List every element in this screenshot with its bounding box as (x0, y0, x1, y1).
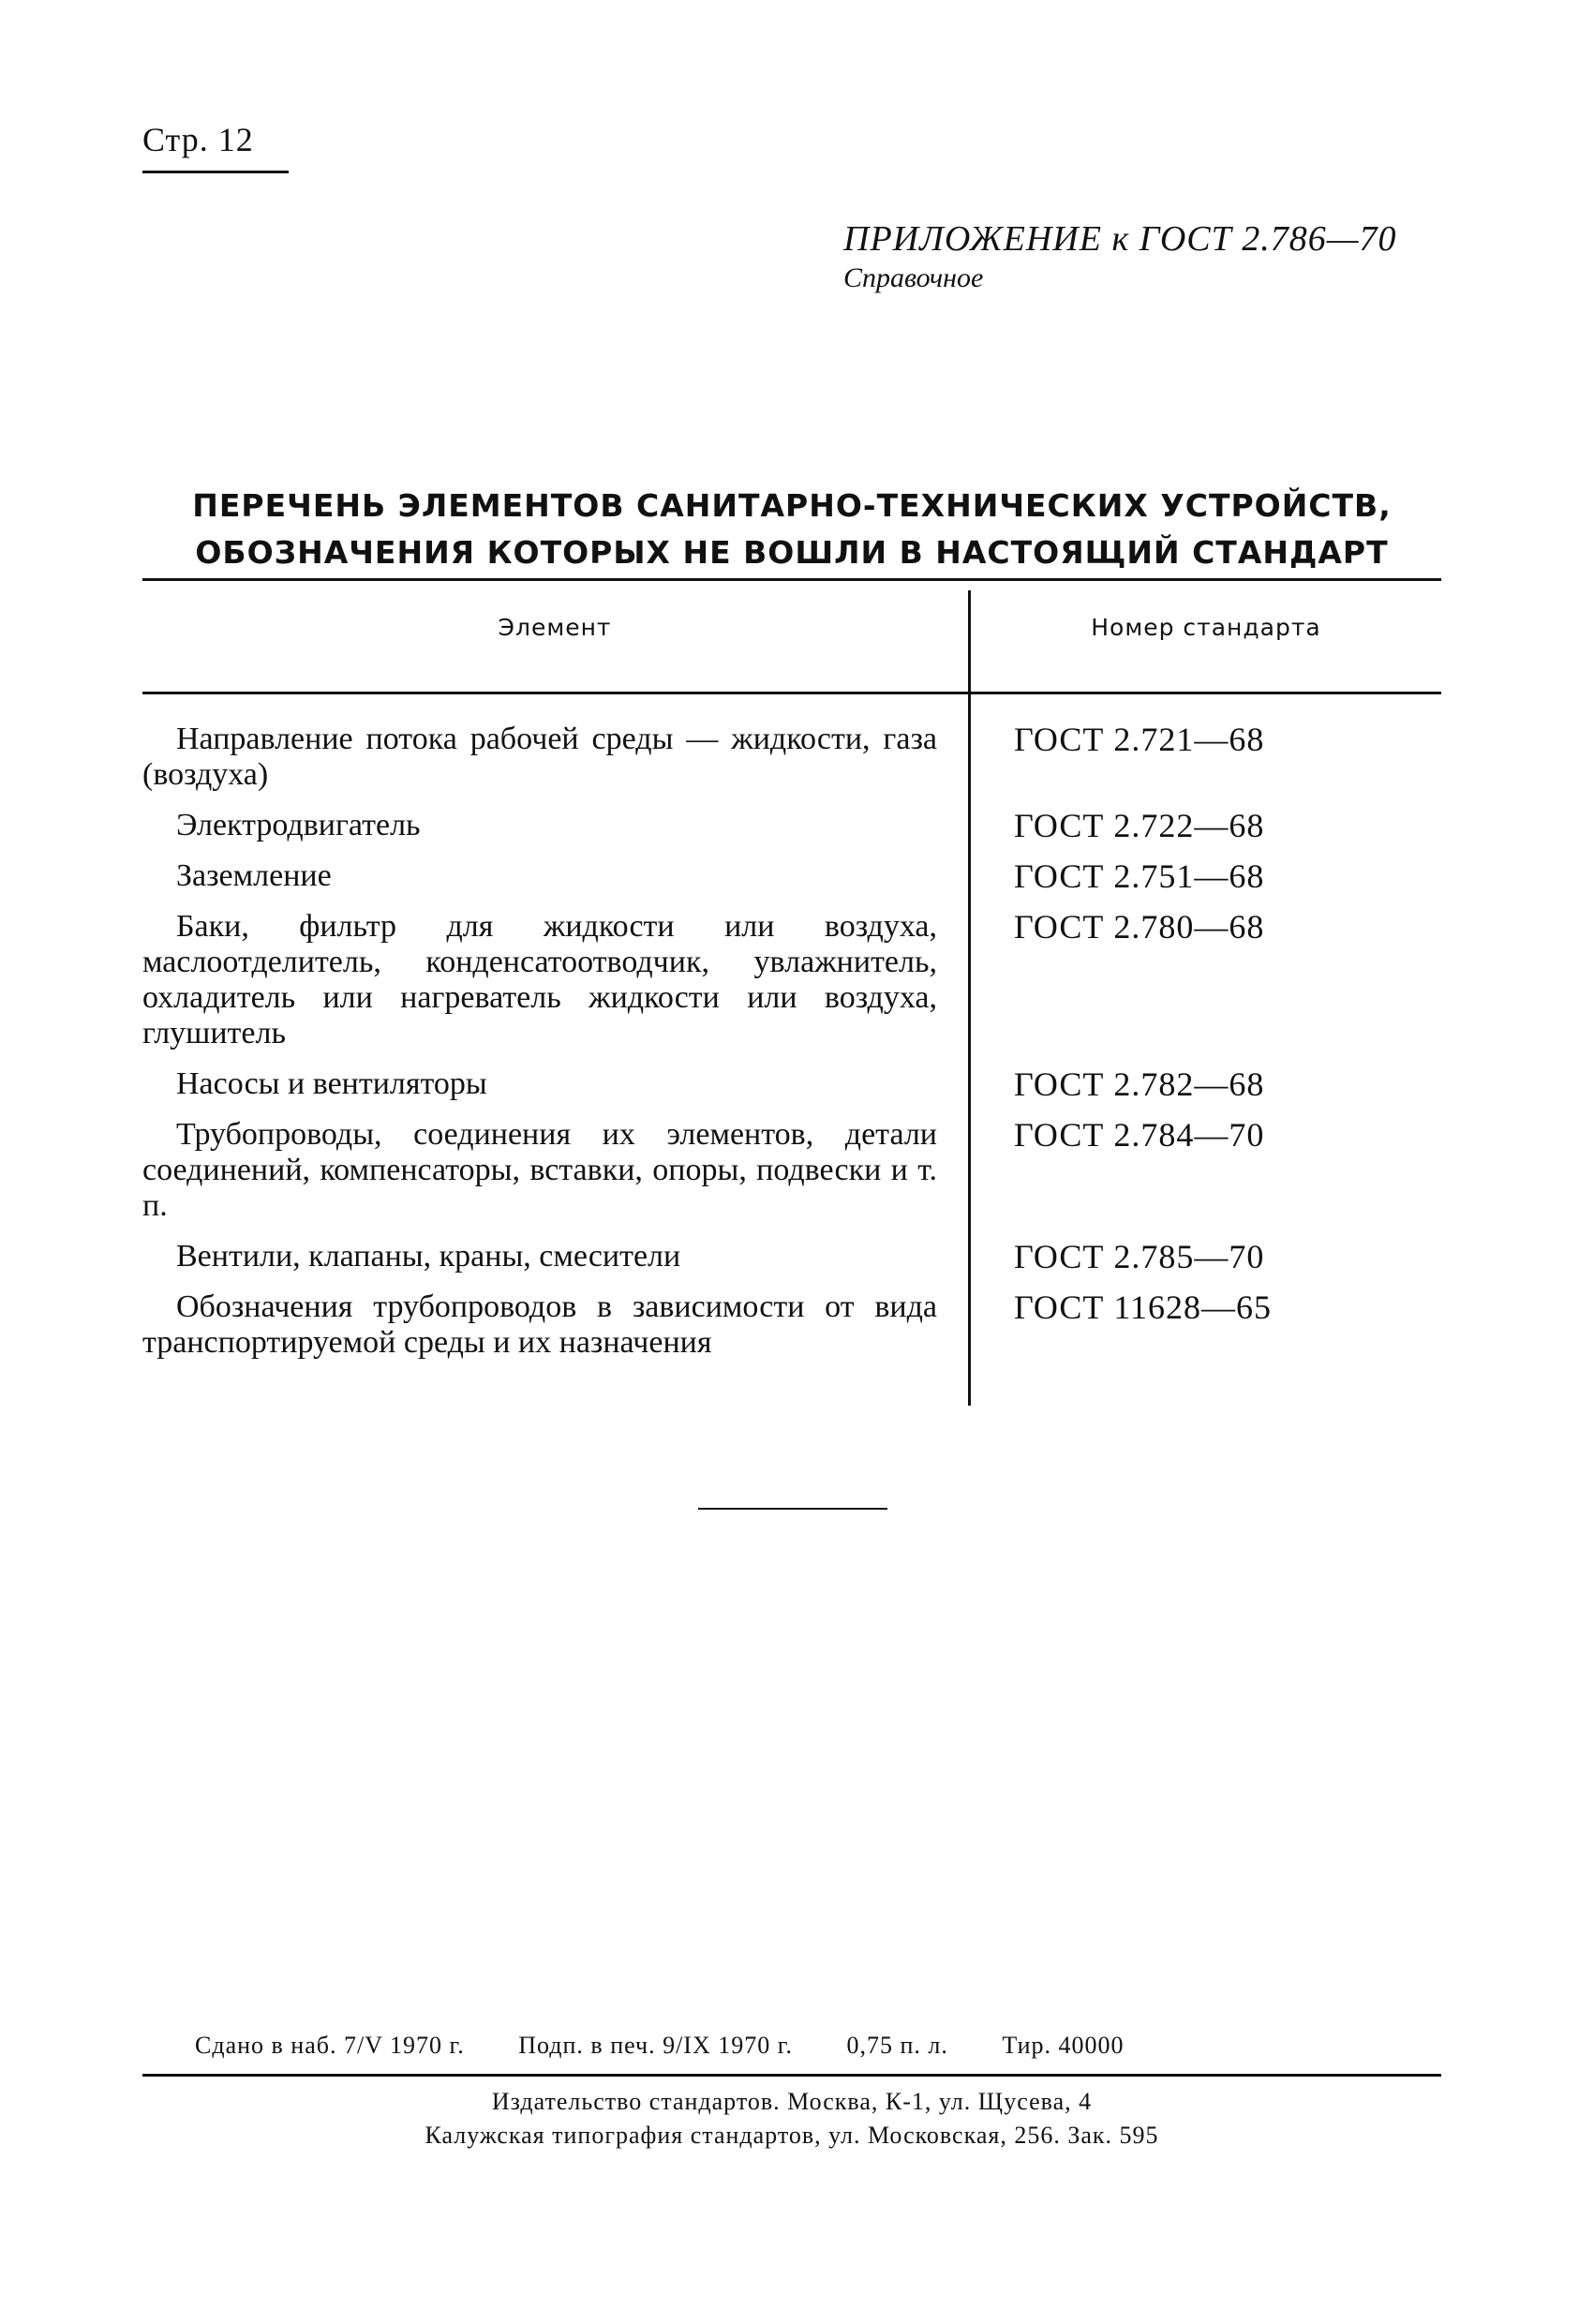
appendix-subtitle: Справочное (843, 262, 984, 293)
element-cell: Насосы и вентиляторы (176, 1066, 487, 1101)
column-header-standard: Номер стандарта (1091, 614, 1321, 641)
imprint-sheets: 0,75 п. л. (846, 2032, 948, 2059)
element-cell: Баки, фильтр для жидкости или воздуха, маслоотделитель, конденсатоотводчик, увлажнитель, охладитель или нагреватель жидкости или воздуха, глушитель (142, 909, 937, 1050)
table-row (142, 909, 1441, 1051)
table-top-rule (142, 578, 1441, 581)
column-header-element: Элемент (498, 614, 612, 641)
document-title (141, 483, 1443, 576)
element-cell: Направление потока рабочей среды — жидкости, газа (воздуха) (142, 722, 937, 792)
table-row (142, 722, 1441, 793)
imprint-signed: Подп. в печ. 9/IX 1970 г. (518, 2032, 793, 2059)
table-row (142, 1289, 1441, 1361)
table-row (142, 1066, 1441, 1102)
standard-cell: ГОСТ 2.784—70 (1014, 1116, 1265, 1154)
standard-cell: ГОСТ 11628—65 (1014, 1289, 1273, 1326)
standard-cell: ГОСТ 2.780—68 (1014, 908, 1265, 946)
imprint-submitted: Сдано в наб. 7/V 1970 г. (195, 2032, 465, 2059)
imprint-line (195, 2032, 1125, 2060)
page-number: Стр. 12 (142, 121, 254, 158)
imprint-rule (142, 2074, 1441, 2077)
table-header-rule (142, 692, 1441, 694)
appendix-label (843, 217, 1397, 296)
document-title-line-2: ОБОЗНАЧЕНИЯ КОТОРЫХ НЕ ВОШЛИ В НАСТОЯЩИЙ СТАНДАРТ (195, 534, 1389, 571)
publisher-block (142, 2085, 1441, 2153)
table-row (142, 858, 1441, 894)
standard-cell: ГОСТ 2.751—68 (1014, 857, 1265, 895)
element-cell: Заземление (176, 858, 332, 893)
standard-cell: ГОСТ 2.722—68 (1014, 807, 1265, 844)
standard-cell: ГОСТ 2.785—70 (1014, 1238, 1265, 1275)
page-number-underline (142, 171, 289, 173)
table-row (142, 1239, 1441, 1274)
element-cell: Обозначения трубопроводов в зависимости от вида транспортируемой среды и их назначения (142, 1289, 937, 1360)
element-cell: Трубопроводы, соединения их элементов, детали соединений, компенсаторы, вставки, опоры, подвески и т. п. (142, 1117, 937, 1223)
standard-cell: ГОСТ 2.782—68 (1014, 1065, 1265, 1103)
standard-cell: ГОСТ 2.721—68 (1014, 721, 1265, 758)
table-body (142, 722, 1441, 1376)
element-cell: Вентили, клапаны, краны, смесители (176, 1239, 681, 1274)
table-row (142, 1117, 1441, 1224)
appendix-title: ПРИЛОЖЕНИЕ к ГОСТ 2.786—70 (843, 219, 1397, 259)
element-cell: Электродвигатель (176, 808, 421, 842)
document-title-line-1: ПЕРЕЧЕНЬ ЭЛЕМЕНТОВ САНИТАРНО-ТЕХНИЧЕСКИХ УСТРОЙСТВ, (192, 487, 1392, 524)
printer-line: Калужская типография стандартов, ул. Московская, 256. Зак. 595 (425, 2122, 1159, 2149)
publisher-line: Издательство стандартов. Москва, К-1, ул. Щусева, 4 (491, 2088, 1093, 2115)
imprint-circulation: Тир. 40000 (1002, 2032, 1125, 2059)
end-of-text-rule (698, 1508, 887, 1510)
table-row (142, 808, 1441, 843)
